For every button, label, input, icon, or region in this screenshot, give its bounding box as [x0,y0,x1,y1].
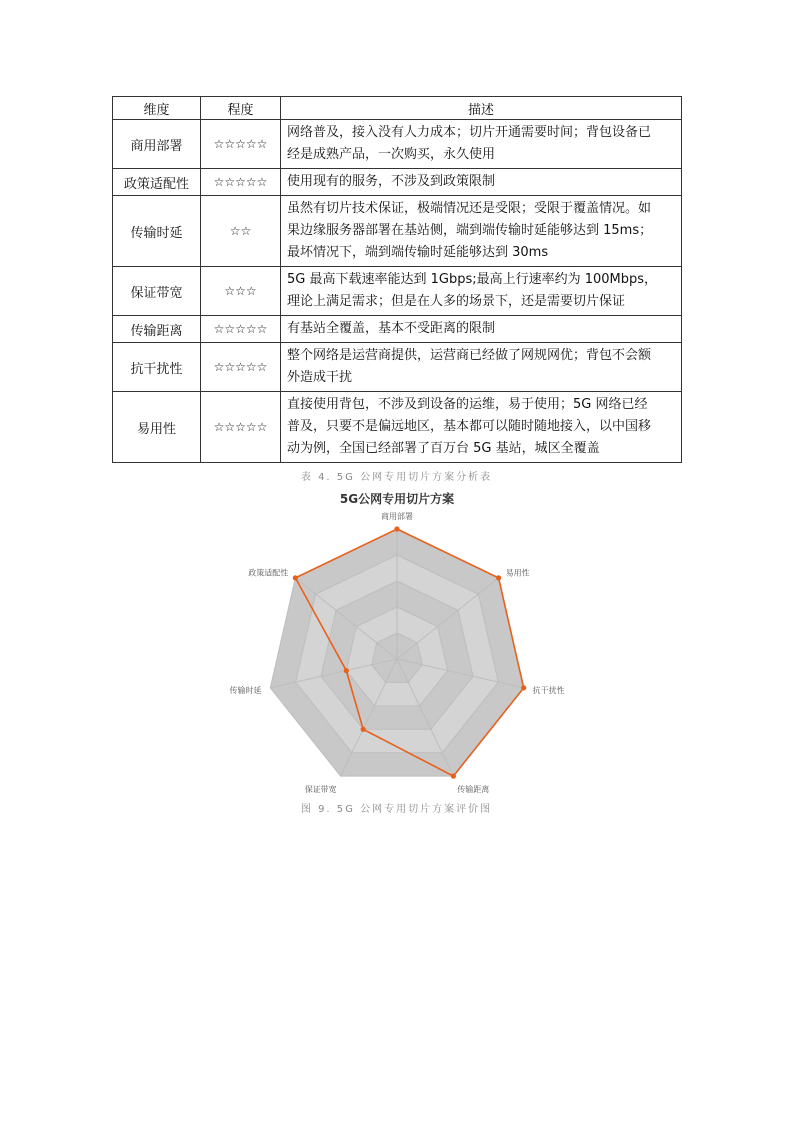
desc-line: 普及，只要不是偏远地区，基本都可以随时随地接入，以中国移 [287,419,652,434]
radar-point [394,526,399,531]
table-row [113,120,682,169]
header-description: 描述 [281,97,682,120]
radar-axis-label: 商用部署 [381,512,413,521]
table-caption: 表 4. 5G 公网专用切片方案分析表 [300,472,493,483]
radar-axis-label: 政策适配性 [248,568,289,578]
row-dimension: 易用性 [113,392,201,463]
radar-grid [270,529,523,776]
radar-axis-label: 易用性 [505,568,530,578]
desc-line: 外造成干扰 [287,370,353,385]
row-description [281,392,682,463]
chart-title: 5G公网专用切片方案 [339,492,455,506]
table-row [113,316,682,343]
radar-axis-label: 保证带宽 [304,785,337,795]
radar-axis-label: 传输距离 [457,785,490,795]
row-rating: ☆☆☆☆☆ [201,169,281,196]
radar-point [293,575,298,580]
header-dimension: 维度 [113,97,201,120]
row-dimension: 传输时延 [113,196,201,267]
table-row [113,169,682,196]
table-row [113,392,682,463]
radar-point [344,668,349,673]
desc-line: 有基站全覆盖，基本不受距离的限制 [287,321,496,336]
radar-axis-label: 传输时延 [229,685,262,695]
row-rating: ☆☆☆☆☆ [201,392,281,463]
table-row [113,196,682,267]
row-rating: ☆☆☆☆☆ [201,343,281,392]
row-description [281,196,682,267]
radar-axis-label: 抗干扰性 [532,685,565,695]
desc-line: 网络普及，接入没有人力成本；切片开通需要时间；背包设备已 [287,125,652,140]
desc-line: 整个网络是运营商提供，运营商已经做了网规网优；背包不会额 [287,348,652,363]
row-rating: ☆☆ [201,196,281,267]
row-description [281,169,682,196]
desc-line: 最坏情况下，端到端传输时延能够达到 30ms [287,245,549,260]
row-dimension: 商用部署 [113,120,201,169]
row-dimension: 政策适配性 [113,169,201,196]
row-description [281,267,682,316]
desc-line: 使用现有的服务，不涉及到政策限制 [287,174,496,189]
table-row [113,343,682,392]
desc-line: 动为例，全国已经部署了百万台 5G 基站，城区全覆盖 [287,441,600,456]
row-dimension: 抗干扰性 [113,343,201,392]
figure-caption: 图 9. 5G 公网专用切片方案评价图 [300,804,493,815]
radar-point [451,774,456,779]
desc-line: 虽然有切片技术保证，极端情况还是受限；受限于覆盖情况。如 [287,201,652,216]
row-rating: ☆☆☆☆☆ [201,316,281,343]
evaluation-table [112,96,682,463]
row-description [281,316,682,343]
desc-line: 果边缘服务器部署在基站侧，端到端传输时延能够达到 15ms； [287,223,653,238]
radar-point [521,685,526,690]
radar-point [361,727,366,732]
desc-line: 5G 最高下载速率能达到 1Gbps;最高上行速率约为 100Mbps， [287,272,658,287]
table-header-row [113,97,682,120]
desc-line: 经是成熟产品，一次购买，永久使用 [287,147,496,162]
row-description [281,343,682,392]
row-dimension: 传输距离 [113,316,201,343]
row-dimension: 保证带宽 [113,267,201,316]
desc-line: 直接使用背包，不涉及到设备的运维，易于使用；5G 网络已经 [287,397,648,412]
radar-point [496,575,501,580]
desc-line: 理论上满足需求；但是在人多的场景下，还是需要切片保证 [287,294,626,309]
row-rating: ☆☆☆ [201,267,281,316]
row-rating: ☆☆☆☆☆ [201,120,281,169]
table-row [113,267,682,316]
header-rating: 程度 [201,97,281,120]
radar-chart [200,486,593,796]
row-description [281,120,682,169]
